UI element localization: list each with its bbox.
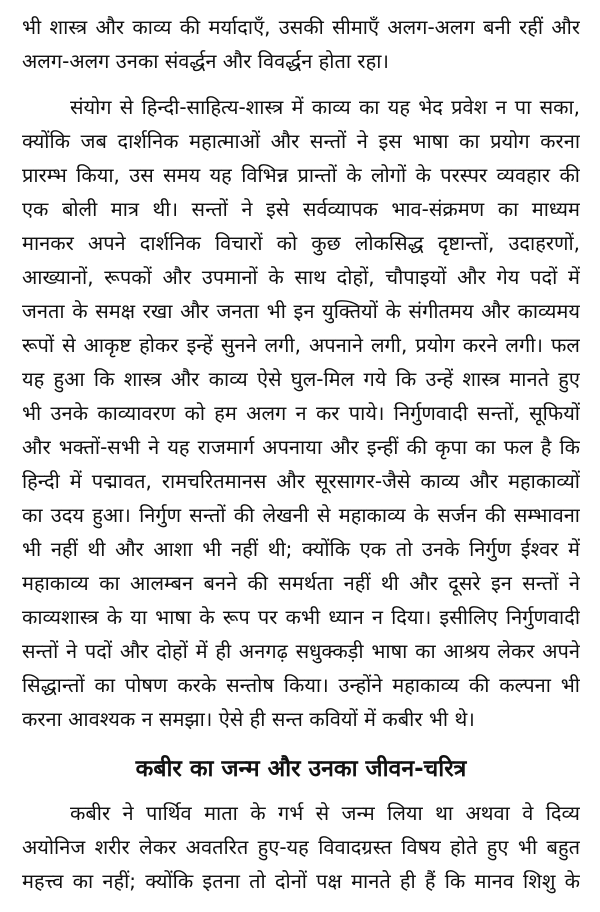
text-line: अलग-अलग उनका संवर्द्धन और विवर्द्धन होता रहा। xyxy=(22,49,389,73)
text-line: जनता के समक्ष रखा और जनता भी इन युक्तियों के संगीतमय और काव्यमय xyxy=(22,299,580,323)
text-line: रूपों से आकृष्ट होकर इन्हें सुनने लगी, अपनाने लगी, प्रयोग करने लगी। फल xyxy=(22,333,580,357)
text-line: अयोनिज शरीर लेकर अवतरित हुए-यह विवादग्रस्त विषय होते हुए भी बहुत xyxy=(22,835,580,859)
section-heading: कबीर का जन्म और उनका जीवन-चरित्र xyxy=(135,756,467,782)
text-line: संयोग से हिन्दी-साहित्य-शास्त्र में काव्य का यह भेद प्रवेश न पा सका, xyxy=(70,95,580,119)
text-line: क्योंकि जब दार्शनिक महात्माओं और सन्तों ने इस भाषा का प्रयोग करना xyxy=(22,129,580,153)
text-line: कबीर ने पार्थिव माता के गर्भ से जन्म लिया था अथवा वे दिव्य xyxy=(70,801,580,825)
text-line: भी नहीं थी और आशा भी नहीं थी; क्योंकि एक तो उनके निर्गुण ईश्वर में xyxy=(22,537,580,561)
text-line: करना आवश्यक न समझा। ऐसे ही सन्त कवियों में कबीर भी थे। xyxy=(22,707,475,731)
text-line: मानकर अपने दार्शनिक विचारों को कुछ लोकसिद्ध दृष्टान्तों, उदाहरणों, xyxy=(22,231,580,255)
text-line: एक बोली मात्र थी। सन्तों ने इसे सर्वव्यापक भाव-संक्रमण का माध्यम xyxy=(22,197,580,221)
document-page xyxy=(22,10,580,910)
paragraph-continuation xyxy=(22,10,580,78)
paragraph-section xyxy=(22,796,580,898)
text-line: भी शास्त्र और काव्य की मर्यादाएँ, उसकी सीमाएँ अलग-अलग बनी रहीं और xyxy=(22,15,580,39)
text-line: प्रारम्भ किया, उस समय यह विभिन्न प्रान्तों के लोगों के परस्पर व्यवहार की xyxy=(22,163,580,187)
text-line: सिद्धान्तों का पोषण करके सन्तोष किया। उन्होंने महाकाव्य की कल्पना भी xyxy=(22,673,580,697)
text-line: हिन्दी में पद्मावत, रामचरितमानस और सूरसागर-जैसे काव्य और महाकाव्यों xyxy=(22,469,580,493)
text-line: यह हुआ कि शास्त्र और काव्य ऐसे घुल-मिल गये कि उन्हें शास्त्र मानते हुए xyxy=(22,367,580,391)
text-line: महाकाव्य का आलम्बन बनने की समर्थता नहीं थी और दूसरे इन सन्तों ने xyxy=(22,571,580,595)
text-line: आख्यानों, रूपकों और उपमानों के साथ दोहों, चौपाइयों और गेय पदों में xyxy=(22,265,580,289)
text-line: सन्तों ने पदों और दोहों में ही अनगढ़ सधुक्कड़ी भाषा का आश्रय लेकर अपने xyxy=(22,639,580,663)
text-line: महत्त्व का नहीं; क्योंकि इतना तो दोनों पक्ष मानते ही हैं कि मानव शिशु के xyxy=(22,869,580,893)
text-line: भी उनके काव्यावरण को हम अलग न कर पाये। निर्गुणवादी सन्तों, सूफियों xyxy=(22,401,580,425)
text-line: का उदय हुआ। निर्गुण सन्तों की लेखनी से महाकाव्य के सर्जन की सम्भावना xyxy=(22,503,580,527)
paragraph-body xyxy=(22,90,580,736)
text-line: और भक्तों-सभी ने यह राजमार्ग अपनाया और इन्हीं की कृपा का फल है कि xyxy=(22,435,580,459)
text-line: काव्यशास्त्र के या भाषा के रूप पर कभी ध्यान न दिया। इसीलिए निर्गुणवादी xyxy=(22,605,580,629)
